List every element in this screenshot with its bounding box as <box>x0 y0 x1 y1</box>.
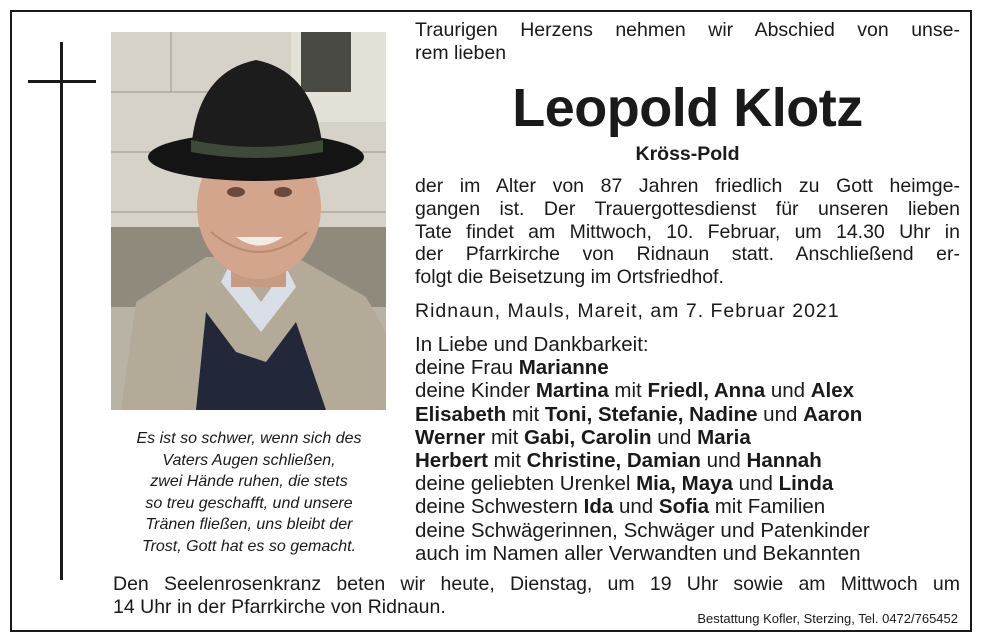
footer-line: 14 Uhr in der Pfarrkirche von Ridnaun. <box>113 596 446 618</box>
quote-line: so treu geschafft, und unsere <box>145 494 353 512</box>
cross-icon-bar <box>28 80 96 83</box>
funeral-home-credit: Bestattung Kofler, Sterzing, Tel. 0472/765452 <box>697 611 958 626</box>
portrait-photo <box>111 32 386 410</box>
mourner-line <box>415 379 960 402</box>
mourner-text: mit <box>487 449 527 473</box>
quote-line: Tränen fließen, uns bleibt der <box>145 516 353 534</box>
mourner-line <box>415 449 960 472</box>
intro-line: rem lieben <box>415 41 507 64</box>
quote-line: Trost, Gott hat es so gemacht. <box>141 537 356 555</box>
mourner-name: Werner <box>415 425 486 449</box>
mourner-name: Toni, Stefanie, Nadine <box>544 402 758 426</box>
mourner-line <box>415 426 960 449</box>
place-date <box>415 300 960 323</box>
deceased-name: Leopold Klotz <box>512 78 863 138</box>
mourner-text: und <box>765 379 811 403</box>
mourner-name: Mia, Maya <box>636 472 733 496</box>
footer-line: Den Seelenrosenkranz beten wir heute, Dienstag, um 19 Uhr sowie am Mittwoch um <box>113 573 960 595</box>
body-line: folgt die Beisetzung im Ortsfriedhof. <box>415 266 724 289</box>
mourner-text: deine Schwägerinnen, Schwäger und Patenkinder <box>415 518 870 542</box>
mourner-text: und <box>732 472 779 496</box>
memorial-quote <box>110 428 388 558</box>
mourner-name: Marianne <box>518 356 609 380</box>
mourners-intro: In Liebe und Dankbarkeit: <box>415 333 649 356</box>
mourner-name: Linda <box>778 472 834 496</box>
mourner-text: mit <box>608 379 648 403</box>
mourner-line <box>415 472 960 495</box>
mourner-text: und <box>757 402 804 426</box>
mourner-name: Maria <box>697 425 751 449</box>
mourner-text: deine Kinder <box>415 379 536 403</box>
mourner-name: Christine, Damian <box>526 449 701 473</box>
mourner-name: Aaron <box>803 402 863 426</box>
mourner-name: Hannah <box>746 449 822 473</box>
mourner-text: und <box>700 449 747 473</box>
body-line: der im Alter von 87 Jahren friedlich zu Gott heimge- <box>415 175 960 197</box>
deceased-nickname: Kröss-Pold <box>635 143 740 165</box>
mourner-line <box>415 495 960 518</box>
body-line: gangen ist. Der Trauergottesdienst für unseren lieben <box>415 197 960 220</box>
body-line: der Pfarrkirche von Ridnaun statt. Anschließend er- <box>415 243 960 266</box>
cross-icon <box>60 42 63 580</box>
quote-line: Vaters Augen schließen, <box>162 451 336 469</box>
intro-text <box>415 19 960 65</box>
mourner-text: und <box>613 495 659 519</box>
body-line: Tate findet am Mittwoch, 10. Februar, um 14.30 Uhr in <box>415 220 960 243</box>
mourner-text: auch im Namen aller Verwandten und Bekannten <box>415 541 861 565</box>
mourner-text: mit <box>485 425 524 449</box>
mourner-name: Alex <box>810 379 855 403</box>
mourner-text: mit <box>506 402 545 426</box>
mourner-name: Gabi, Carolin <box>523 425 652 449</box>
mourner-name: Friedl, Anna <box>647 379 766 403</box>
mourner-name: Martina <box>535 379 609 403</box>
quote-line: Es ist so schwer, wenn sich des <box>136 430 362 447</box>
mourners-list <box>415 333 960 565</box>
mourner-name: Ida <box>583 495 614 519</box>
mourner-lines <box>415 356 960 565</box>
mourner-line <box>415 542 960 565</box>
mourner-text: deine geliebten Urenkel <box>415 472 637 496</box>
mourner-name: Herbert <box>415 449 488 473</box>
announcement-body <box>415 175 960 289</box>
mourner-name: Elisabeth <box>415 402 507 426</box>
mourner-text: deine Frau <box>415 356 519 380</box>
mourner-text: deine Schwestern <box>415 495 584 519</box>
mourner-line <box>415 403 960 426</box>
mourner-line <box>415 519 960 542</box>
place-date-text: Ridnaun, Mauls, Mareit, am 7. Februar 2021 <box>415 300 840 322</box>
quote-line: zwei Hände ruhen, die stets <box>150 473 348 491</box>
mourner-name: Sofia <box>658 495 710 519</box>
intro-line: Traurigen Herzens nehmen wir Abschied von unse- <box>415 19 960 41</box>
mourner-text: mit Familien <box>709 495 826 519</box>
mourner-line <box>415 356 960 379</box>
mourner-text: und <box>651 425 698 449</box>
